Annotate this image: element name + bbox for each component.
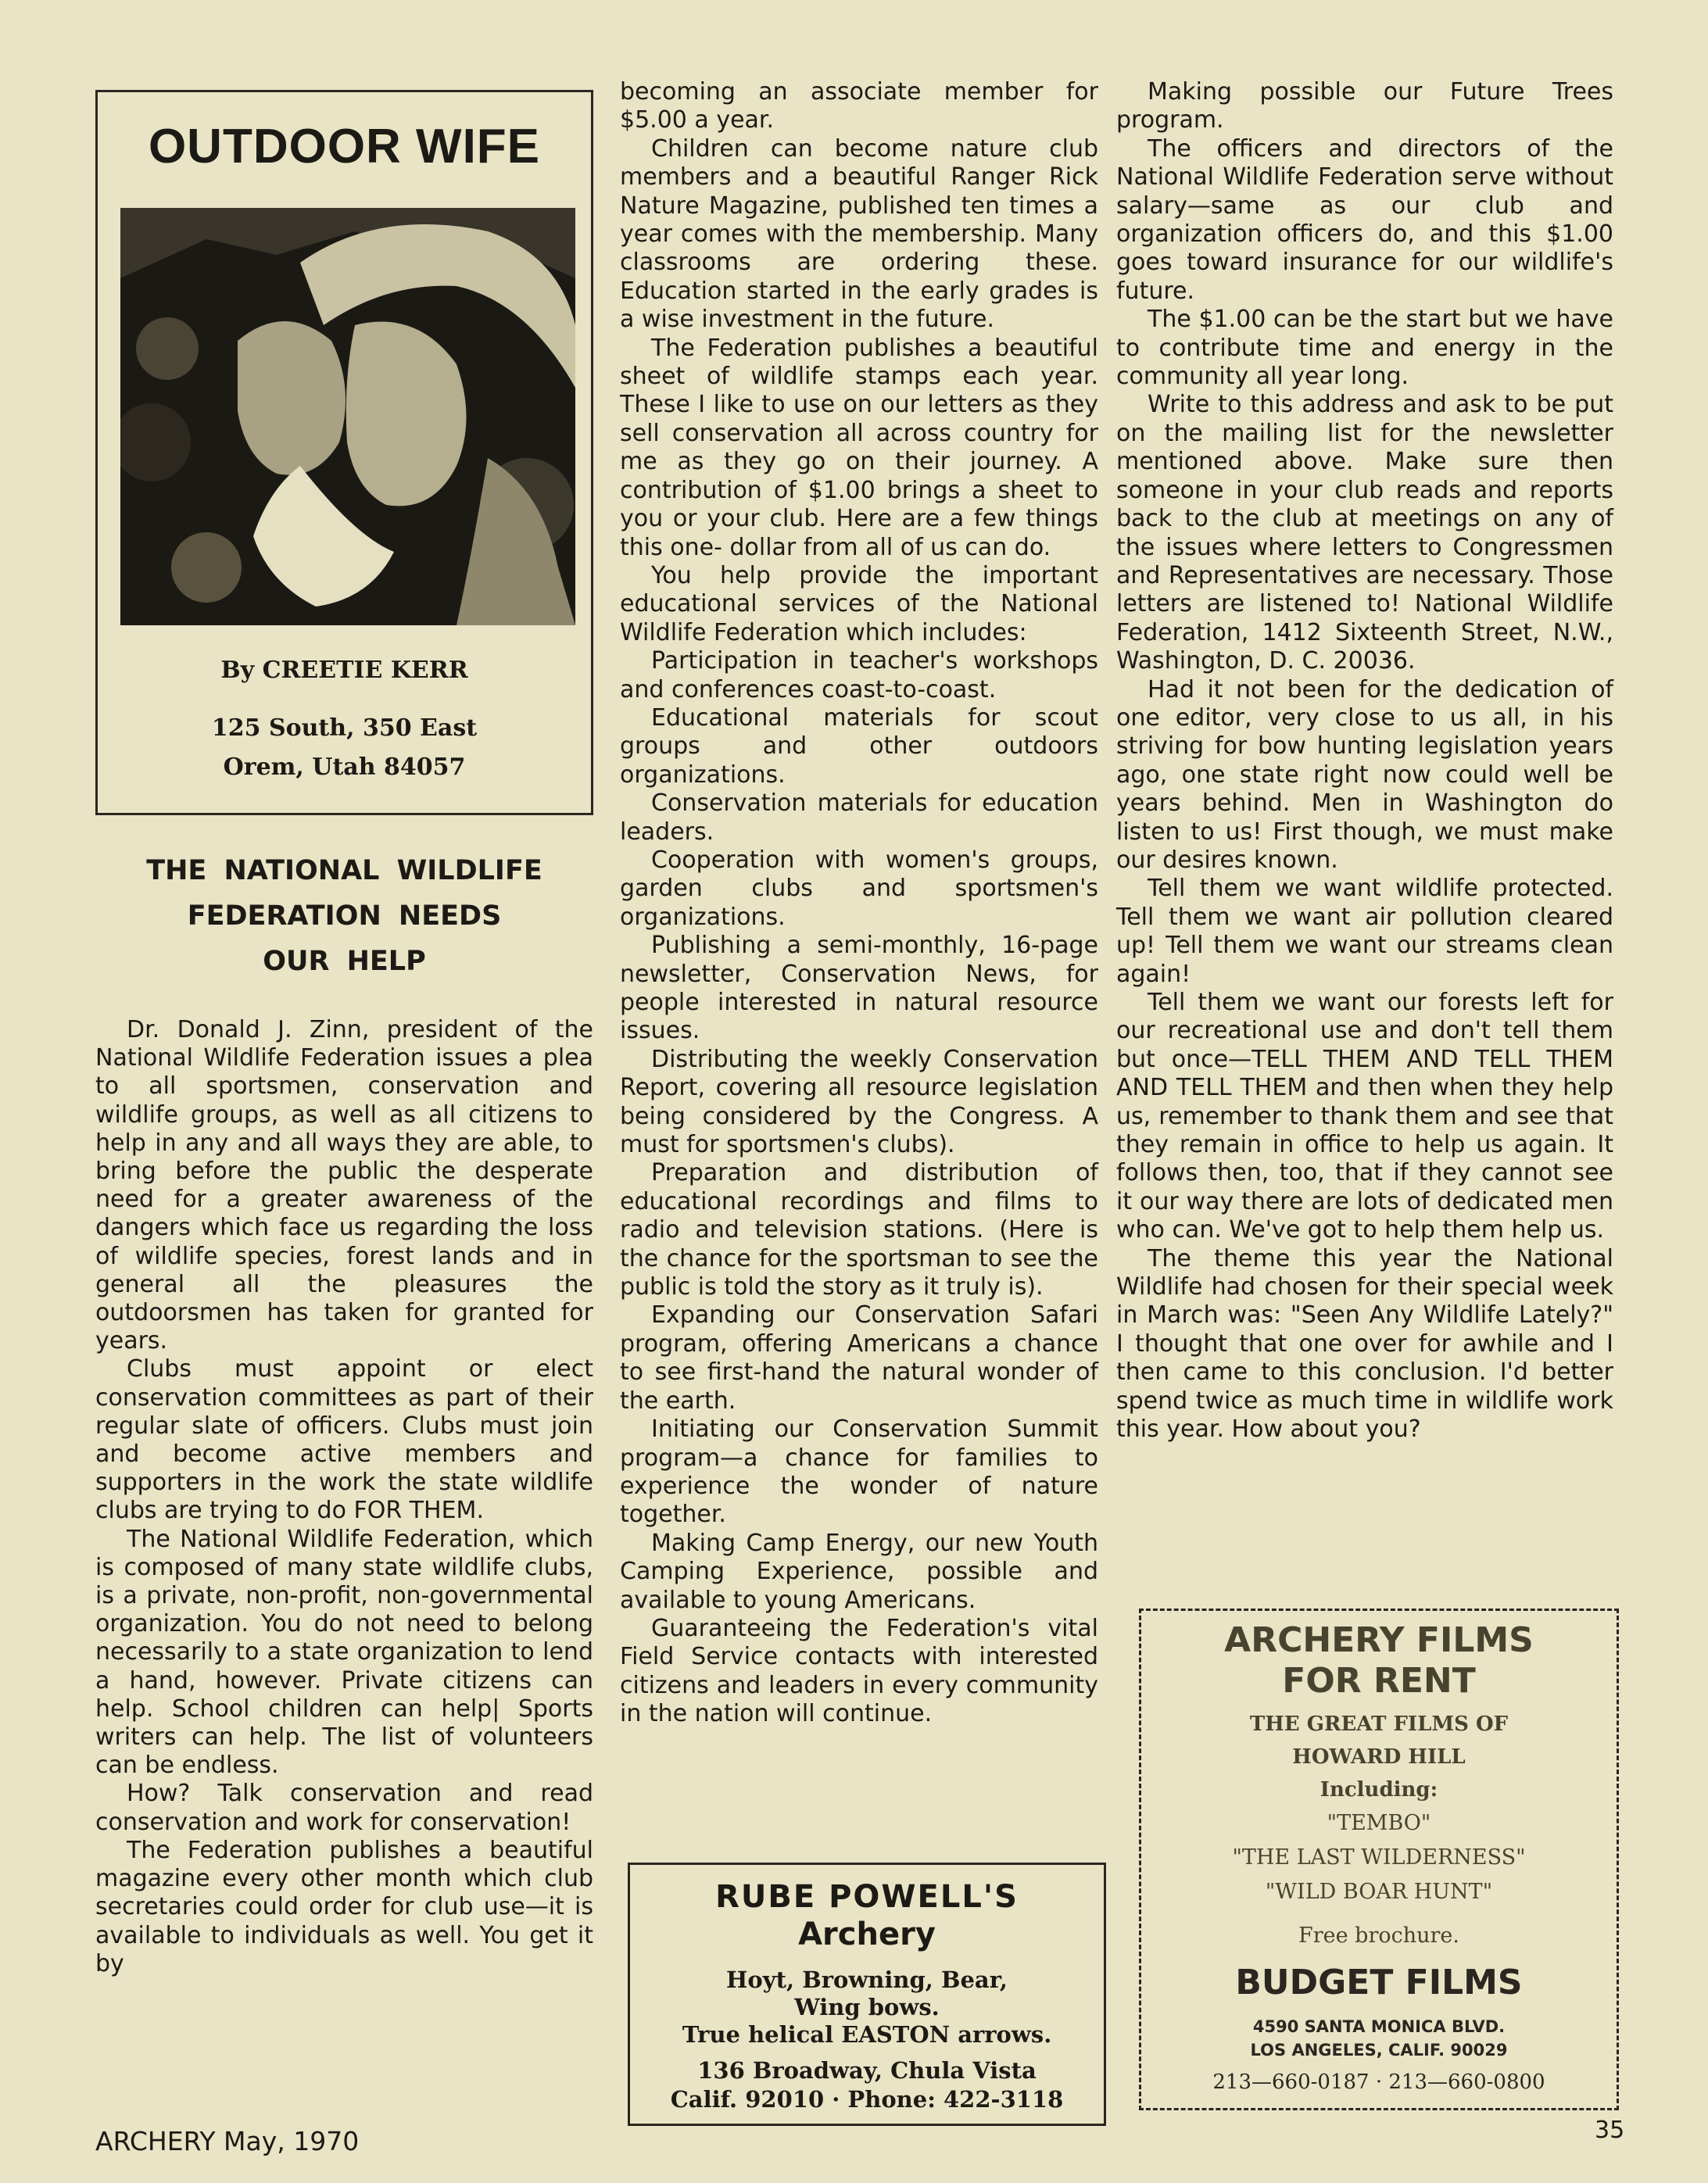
ad-budget-title: ARCHERY FILMS: [1224, 1620, 1534, 1660]
paragraph: Tell them we want our forests left for our recreational use and don't tell them but once—TELL THEM AND TELL THEM AND TELL THEM and then when they help us, remember to thank them and see that they remain in office to help us again. It follows then, too, that if they cannot see it our way there are lots of dedicated men who can. We've got to help them help us.: [1116, 989, 1613, 1244]
ad-budget-line2: HOWARD HILL: [1292, 1745, 1466, 1769]
paragraph: The Federation publishes a beautiful sheet of wildlife stamps each year. These I like to use on our letters as they sell conservation all across country for me as they go on their journey. A contribution of $1.00 brings a sheet to you or your club. Here are a few things this one- dollar from all of us can do.: [620, 334, 1098, 561]
paragraph: Clubs must appoint or elect conservation committees as part of their regular slate of officers. Clubs must join and become active members and supporters in the work the state wildlife clubs are trying to do FOR THEM.: [95, 1355, 593, 1525]
ad-budget-company: BUDGET FILMS: [1235, 1963, 1523, 2002]
page-number: 35: [1595, 2117, 1625, 2144]
paragraph: Dr. Donald J. Zinn, president of the National Wildlife Federation issues a plea to all sportsmen, conservation and wildlife groups, as well as all citizens to help in any and all ways they are able, to bring before the public the desperate need for a greater awareness of the dangers which face us regarding the loss of wildlife species, forest lands and in general all the pleasures the outdoorsmen has taken for granted for years.: [95, 1016, 593, 1355]
paragraph: Children can become nature club members and a beautiful Ranger Rick Nature Magazine, published ten times a year comes with the membership. Many classrooms are ordering these. Education started in the early grades is a wise investment in the future.: [620, 134, 1098, 334]
paragraph: Guaranteeing the Federation's vital Field Service contacts with interested citizens and leaders in every community in the nation will continue.: [620, 1614, 1098, 1728]
paragraph: Conservation materials for education leaders.: [620, 789, 1098, 846]
ad-powell-address: 136 Broadway, Chula Vista: [697, 2057, 1037, 2084]
ad-budget-phones: 213—660-0187 · 213—660-0800: [1212, 2070, 1545, 2094]
paragraph: The $1.00 can be the start but we have to contribute time and energy in the community all year long.: [1116, 306, 1613, 391]
paragraph: Had it not been for the dedication of one editor, very close to us all, in his striving for bow hunting legislation years ago, one state right now could well be years behind. Men in Washington do listen to us! First though, we must make our desires known.: [1116, 675, 1613, 874]
ad-budget-brochure: Free brochure.: [1298, 1924, 1459, 1948]
ad-budget-films: [1139, 1609, 1619, 2110]
headline-line3: OUR HELP: [263, 946, 426, 977]
paragraph: Publishing a semi-monthly, 16-page newsletter, Conservation News, for people interested in natural resource issues.: [620, 932, 1098, 1045]
column-header-box: [95, 90, 593, 815]
paragraph: How? Talk conservation and read conservation and work for conservation!: [95, 1780, 593, 1836]
column-title: OUTDOOR WIFE: [148, 120, 541, 174]
ad-budget-subtitle: FOR RENT: [1282, 1661, 1476, 1701]
paragraph: Cooperation with women's groups, garden clubs and sportsmen's organizations.: [620, 846, 1098, 931]
ad-budget-film2: "THE LAST WILDERNESS": [1232, 1845, 1526, 1870]
paragraph: You help provide the important educational services of the National Wildlife Federation which includes:: [620, 561, 1098, 646]
ad-budget-address2: LOS ANGELES, CALIF. 90029: [1250, 2041, 1508, 2060]
paragraph: Expanding our Conservation Safari program, offering Americans a chance to see first-hand the natural wonder of the earth.: [620, 1301, 1098, 1415]
ad-budget-line3: Including:: [1319, 1778, 1438, 1802]
paragraph: Preparation and distribution of educational recordings and films to radio and television stations. (Here is the chance for the sportsman to see the public is told the story as it truly is).: [620, 1159, 1098, 1301]
paragraph: Participation in teacher's workshops and conferences coast-to-coast.: [620, 647, 1098, 703]
ad-powell-line1: Hoyt, Browning, Bear,: [726, 1966, 1008, 1993]
paragraph: Making Camp Energy, our new Youth Camping Experience, possible and available to young Americans.: [620, 1529, 1098, 1614]
paragraph: Write to this address and ask to be put on the mailing list for the newsletter mentioned above. Make sure then someone in your club reads and reports back to the club at meetings on any of the issues where letters to Congressmen and Representatives are necessary. Those letters are listened to! National Wildlife Federation, 1412 Sixteenth Street, N.W., Washington, D. C. 20036.: [1116, 391, 1613, 675]
portrait-photo: [120, 208, 575, 625]
ad-powell-subtitle: Archery: [798, 1916, 936, 1952]
paragraph: Making possible our Future Trees program.: [1116, 78, 1613, 134]
article-column-2: [620, 78, 1098, 1729]
paragraph: Distributing the weekly Conservation Report, covering all resource legislation being considered by the Congress. A must for sportsmen's clubs).: [620, 1045, 1098, 1159]
ad-powell-line2: Wing bows.: [794, 1994, 940, 2020]
paragraph: The officers and directors of the National Wildlife Federation serve without salary—same as our club and organization officers do, and this $1.00 goes toward insurance for our wildlife's future.: [1116, 134, 1613, 305]
paragraph: The National Wildlife Federation, which is composed of many state wildlife clubs, is a private, non-profit, non-governmental organization. You do not need to belong necessarily to a state organization to lend a hand, however. Private citizens can help. School children can help| Sports writers can help. The list of volunteers can be endless.: [95, 1525, 593, 1780]
paragraph: The theme this year the National Wildlife had chosen for their special week in March was: "Seen Any Wildlife Lately?" I thought that one over for awhile and I then came to this conclusion. I'd better spend twice as much time in wildlife work this year. How about you?: [1116, 1244, 1613, 1444]
ad-budget-line1: THE GREAT FILMS OF: [1249, 1712, 1509, 1736]
ad-budget-film1: "TEMBO": [1327, 1811, 1431, 1835]
article-column-3: [1116, 78, 1613, 1444]
byline-address-line1: 125 South, 350 East: [211, 714, 478, 742]
paragraph: The Federation publishes a beautiful magazine every other month which club secretaries could order for club use—it is available to individuals as well. You get it by: [95, 1836, 593, 1977]
ad-budget-address1: 4590 SANTA MONICA BLVD.: [1252, 2017, 1506, 2036]
footer-publication: ARCHERY May, 1970: [95, 2126, 360, 2156]
byline-address-line2: Orem, Utah 84057: [223, 753, 466, 781]
byline-author: By CREETIE KERR: [220, 657, 468, 684]
paragraph: Initiating our Conservation Summit program—a chance for families to experience the wonder of nature together.: [620, 1415, 1098, 1529]
article-column-1: [95, 1016, 593, 1978]
headline-line1: THE NATIONAL WILDLIFE: [146, 855, 542, 886]
paragraph: Tell them we want wildlife protected. Tell them we want air pollution cleared up! Tell them we want our streams clean again!: [1116, 875, 1613, 988]
paragraph-continued: becoming an associate member for $5.00 a year.: [620, 78, 1098, 134]
article-headline: [95, 848, 593, 984]
headline-line2: FEDERATION NEEDS: [187, 900, 502, 932]
ad-budget-film3: "WILD BOAR HUNT": [1265, 1880, 1493, 1904]
ad-powell-title: RUBE POWELL'S: [715, 1879, 1019, 1915]
ad-powell-phone: Calif. 92010 · Phone: 422-3118: [670, 2086, 1064, 2113]
ad-powell-line3: True helical EASTON arrows.: [682, 2021, 1052, 2048]
ad-rube-powell: [628, 1863, 1106, 2126]
paragraph: Educational materials for scout groups and other outdoors organizations.: [620, 703, 1098, 789]
